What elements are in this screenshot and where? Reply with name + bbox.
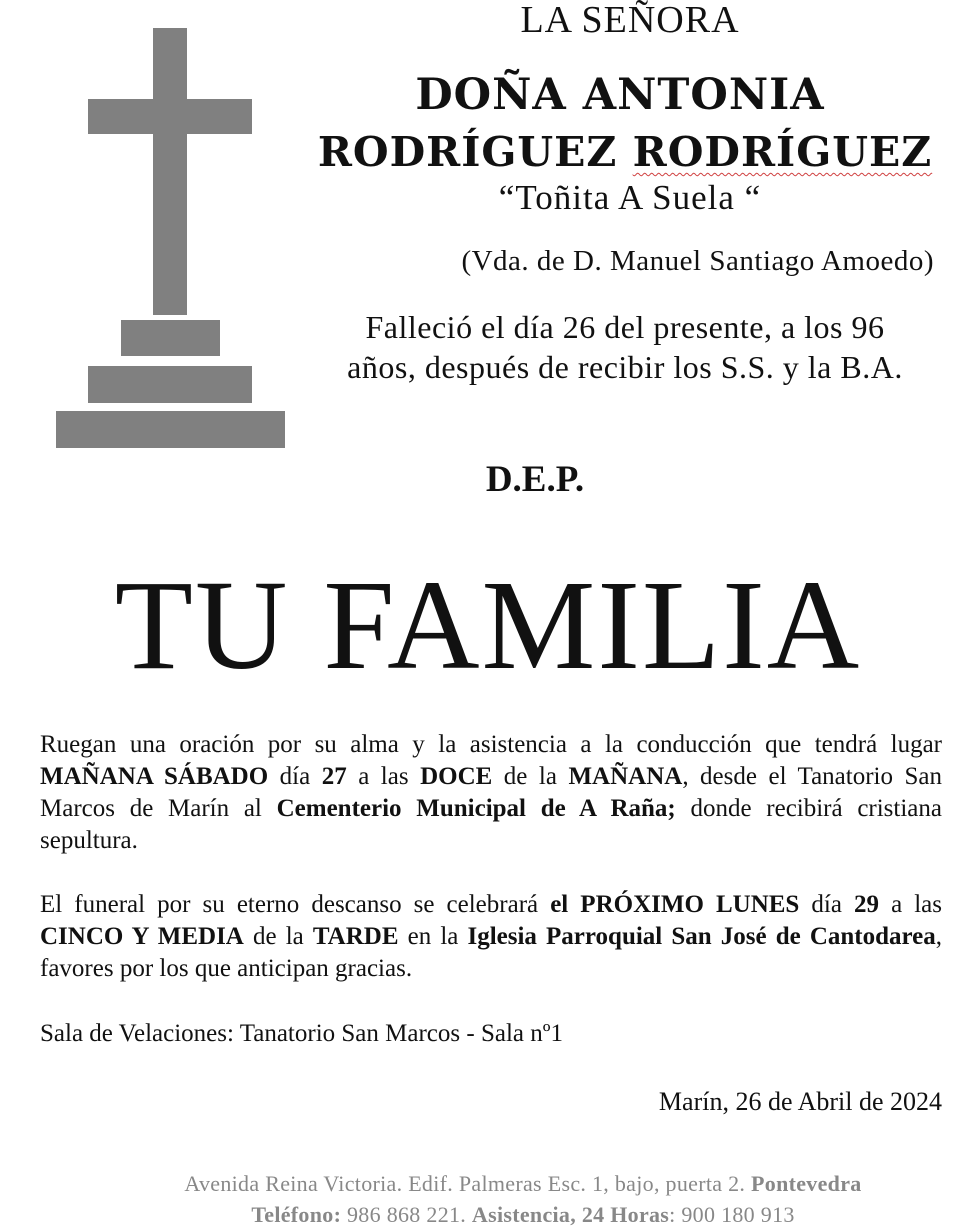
wake-room: Sala de Velaciones: Tanatorio San Marcos - Sala nº1 [40,1020,563,1047]
city-text: Pontevedra [751,1171,862,1196]
cross-step-bottom [56,411,285,448]
place-date: Marín, 26 de Abril de 2024 [658,1087,942,1116]
cross-step-top [121,320,220,356]
text: día [268,763,322,790]
bold-text: 29 [854,891,880,918]
text: a las [346,763,421,790]
phone-label: Teléfono: [251,1202,342,1227]
deceased-name-line1: DOÑA ANTONIA [415,70,825,120]
bold-text: MAÑANA SÁBADO [40,763,269,790]
text: en la [398,923,468,950]
death-notice-line1: Falleció el día 26 del presente, a los 96 [365,309,885,345]
phone-number: 986 868 221. [341,1202,472,1227]
assist-number: : 900 180 913 [669,1202,795,1227]
text: donde recibirá cristiana sepultura. [40,795,942,854]
cross-horizontal-bar [88,99,252,134]
title-la-senora: LA SEÑORA [520,0,740,41]
funeral-paragraph [40,889,942,985]
bold-text: DOCE [420,763,493,790]
text: , favores por los que anticipan gracias. [40,923,942,982]
bold-text: 27 [321,763,347,790]
assist-label: Asistencia, 24 Horas [471,1202,670,1227]
text: día [799,891,855,918]
text: de la [243,923,313,950]
bold-text: CINCO Y MEDIA [40,923,244,950]
dep-text: D.E.P. [485,459,585,500]
cross-vertical-bar [153,28,187,315]
footer-phone [0,1201,976,1229]
surname-first: RODRÍGUEZ [317,128,633,176]
burial-paragraph [40,729,942,857]
death-notice-line2: años, después de recibir los S.S. y la B.A. [347,349,903,385]
family-heading: TU FAMILIA [114,554,862,696]
death-notice [305,307,945,387]
text: , desde el Tanatorio San Marcos de Marín al [40,763,942,822]
text: Ruegan una oración por su alma y la asistencia a la conducción que tendrá lugar [40,731,942,758]
text: de la [492,763,569,790]
bold-text: MAÑANA [568,763,683,790]
text: a las [879,891,943,918]
address-text: Avenida Reina Victoria. Edif. Palmeras Esc. 1, bajo, puerta 2. [184,1171,752,1196]
bold-text: Iglesia Parroquial San José de Cantodarea [467,923,936,950]
bold-text: Cementerio Municipal de A Raña; [276,795,676,822]
cross-icon [56,28,285,448]
footer-address [0,1170,976,1198]
bold-text: el PRÓXIMO LUNES [550,891,800,918]
bold-text: TARDE [312,923,399,950]
cross-step-middle [88,366,252,403]
widow-of: (Vda. de D. Manuel Santiago Amoedo) [461,245,934,277]
text: El funeral por su eterno descanso se celebrará [40,891,551,918]
nickname: “Toñita A Suela “ [498,178,762,217]
surname-second: RODRÍGUEZ [632,128,933,176]
deceased-name-line2 [305,130,945,174]
